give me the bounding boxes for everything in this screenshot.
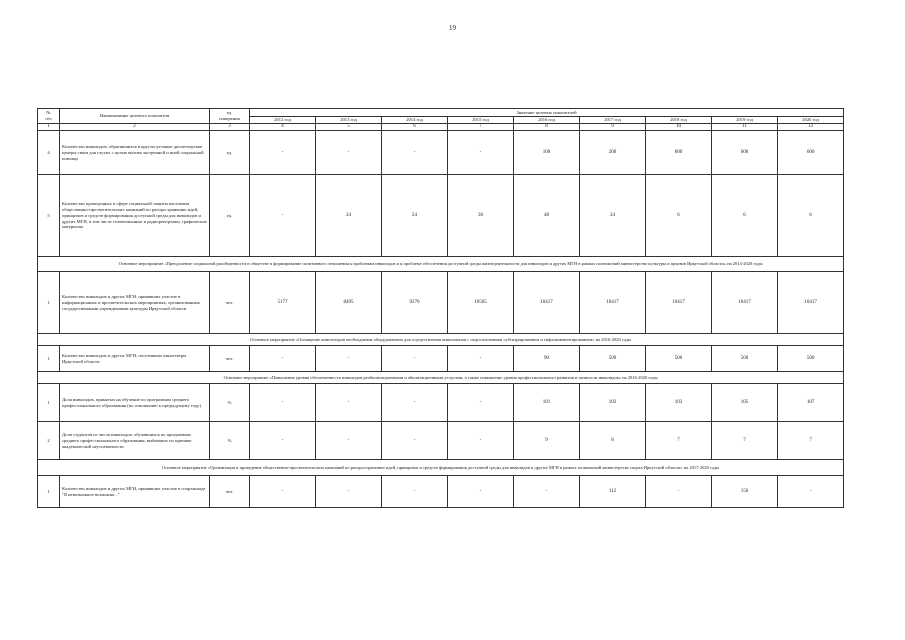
value-cell: - bbox=[250, 175, 316, 257]
value-cell: - bbox=[382, 346, 448, 372]
value-cell: 107 bbox=[778, 384, 844, 422]
indicator-row bbox=[38, 476, 844, 508]
indicator-row bbox=[38, 384, 844, 422]
header-year: 2013 год bbox=[316, 117, 382, 124]
indicator-name: Количество инвалидов и других МГН, посетивших кинотеатры Иркутской области bbox=[60, 346, 210, 372]
indicator-row bbox=[38, 422, 844, 460]
value-cell: 600 bbox=[778, 131, 844, 175]
value-cell: 10417 bbox=[778, 272, 844, 334]
value-cell: 600 bbox=[712, 131, 778, 175]
value-cell: 102 bbox=[580, 384, 646, 422]
header-year: 2017 год bbox=[580, 117, 646, 124]
value-cell: - bbox=[448, 422, 514, 460]
column-number: 1 bbox=[38, 124, 60, 131]
value-cell: 24 bbox=[316, 175, 382, 257]
indicator-name: Количество инвалидов, обратившихся в круглосуточные диспетчерские центры связи для глухих с целью вызова экстренной и иной социальной помощи bbox=[60, 131, 210, 175]
indicator-name: Количество проведенных в сфере социальной защиты населения общественно-просветительских кампаний по распространению идей, принципов и средств формирования доступной среды для инвалидов и других МГН, в том числе телевизионные и радиорепортажи, графические материалы bbox=[60, 175, 210, 257]
value-cell: 10417 bbox=[646, 272, 712, 334]
unit: ед. bbox=[210, 175, 250, 257]
value-cell: 100 bbox=[514, 131, 580, 175]
column-number: 7 bbox=[448, 124, 514, 131]
value-cell: 5177 bbox=[250, 272, 316, 334]
indicator-row bbox=[38, 175, 844, 257]
unit: чел. bbox=[210, 476, 250, 508]
value-cell: 36 bbox=[448, 175, 514, 257]
indicator-name: Доля студентов из числа инвалидов, обучавшихся по программам среднего профессионального образования, выбывших по причине академической неуспеваемости bbox=[60, 422, 210, 460]
column-numbers-row bbox=[38, 124, 844, 131]
value-cell: - bbox=[250, 346, 316, 372]
indicator-name: Количество инвалидов и других МГН, принявших участие в спартакиаде "Я невозможное возможно..." bbox=[60, 476, 210, 508]
unit: % bbox=[210, 384, 250, 422]
indicator-row bbox=[38, 272, 844, 334]
unit: чел. bbox=[210, 272, 250, 334]
value-cell: 7 bbox=[778, 422, 844, 460]
header-year: 2014 год bbox=[382, 117, 448, 124]
column-number: 3 bbox=[210, 124, 250, 131]
value-cell: 24 bbox=[382, 175, 448, 257]
value-cell: - bbox=[448, 384, 514, 422]
value-cell: - bbox=[778, 476, 844, 508]
row-number: 1 bbox=[38, 384, 60, 422]
column-number: 9 bbox=[580, 124, 646, 131]
value-cell: 6 bbox=[646, 175, 712, 257]
column-number: 11 bbox=[712, 124, 778, 131]
value-cell: 10417 bbox=[514, 272, 580, 334]
header-year: 2020 год bbox=[778, 117, 844, 124]
section-row bbox=[38, 334, 844, 346]
value-cell: - bbox=[382, 422, 448, 460]
value-cell: 500 bbox=[778, 346, 844, 372]
column-number: 2 bbox=[60, 124, 210, 131]
value-cell: 48 bbox=[514, 175, 580, 257]
column-number: 10 bbox=[646, 124, 712, 131]
value-cell: 150 bbox=[712, 476, 778, 508]
column-number: 4 bbox=[250, 124, 316, 131]
section-row bbox=[38, 372, 844, 384]
value-cell: 500 bbox=[712, 346, 778, 372]
value-cell: 10505 bbox=[448, 272, 514, 334]
page-number: 19 bbox=[449, 24, 456, 32]
value-cell: - bbox=[316, 131, 382, 175]
section-title: Основное мероприятие «Преодоление социальной разобщенности в обществе и формирование позитивного отношения к проблемам инвалидов и к проблеме обеспечения доступной среды жизнедеятельности для инвалидов и других МГН в рамках полномочий министерства культуры и архивов Иркутской области» на 2014-2020 годы bbox=[38, 257, 844, 272]
section-title: Основное мероприятие «Организация и проведение общественно-просветительских кампаний по распространению идей, принципов и средств формирования доступной среды для инвалидов и других МГН в рамках полномочий министерства спорта Иркутской области» на 2017-2020 годы bbox=[38, 460, 844, 476]
row-number: 1 bbox=[38, 272, 60, 334]
value-cell: 10417 bbox=[712, 272, 778, 334]
value-cell: 105 bbox=[712, 384, 778, 422]
row-number: 1 bbox=[38, 346, 60, 372]
column-number: 12 bbox=[778, 124, 844, 131]
header-num: № п/п bbox=[38, 109, 60, 124]
value-cell: 6 bbox=[712, 175, 778, 257]
value-cell: - bbox=[250, 384, 316, 422]
value-cell: 24 bbox=[580, 175, 646, 257]
row-number: 2 bbox=[38, 422, 60, 460]
value-cell: - bbox=[382, 384, 448, 422]
column-number: 8 bbox=[514, 124, 580, 131]
column-number: 5 bbox=[316, 124, 382, 131]
value-cell: 103 bbox=[646, 384, 712, 422]
indicator-row bbox=[38, 346, 844, 372]
section-title: Основное мероприятие «Оснащение кинотеатров необходимым оборудованием для осуществления кинопоказов с подготовленным субтитрированием и тифлокомментированием» на 2016-2020 годы bbox=[38, 334, 844, 346]
unit: % bbox=[210, 422, 250, 460]
value-cell: 112 bbox=[580, 476, 646, 508]
value-cell: 101 bbox=[514, 384, 580, 422]
header-unit: ед. измерения bbox=[210, 109, 250, 124]
header-values-group: Значение целевых показателей bbox=[250, 109, 844, 117]
value-cell: - bbox=[514, 476, 580, 508]
header-year: 2015 год bbox=[448, 117, 514, 124]
value-cell: - bbox=[382, 131, 448, 175]
value-cell: 500 bbox=[580, 346, 646, 372]
value-cell: 7 bbox=[712, 422, 778, 460]
value-cell: 500 bbox=[646, 346, 712, 372]
row-number: 5 bbox=[38, 175, 60, 257]
indicator-name: Количество инвалидов и других МГН, принявших участие в информационных и просветительских мероприятиях, организованных государственными учреждениями культуры Иркутской области bbox=[60, 272, 210, 334]
value-cell: - bbox=[448, 131, 514, 175]
value-cell: 7 bbox=[646, 422, 712, 460]
value-cell: 90 bbox=[514, 346, 580, 372]
section-title: Основное мероприятие «Повышение уровня обеспеченности инвалидов реабилитационными и абилитационными услугами, а также повышение уровня профессионального развития и занятости инвалидов» на 2016-2020 годы bbox=[38, 372, 844, 384]
value-cell: - bbox=[316, 346, 382, 372]
unit: ед. bbox=[210, 131, 250, 175]
header-year: 2018 год bbox=[646, 117, 712, 124]
value-cell: - bbox=[250, 131, 316, 175]
value-cell: 9270 bbox=[382, 272, 448, 334]
value-cell: 8 bbox=[580, 422, 646, 460]
value-cell: 600 bbox=[646, 131, 712, 175]
column-number: 6 bbox=[382, 124, 448, 131]
row-number: 1 bbox=[38, 476, 60, 508]
header-row-1 bbox=[38, 109, 844, 117]
value-cell: - bbox=[316, 422, 382, 460]
value-cell: - bbox=[382, 476, 448, 508]
value-cell: - bbox=[448, 346, 514, 372]
value-cell: - bbox=[250, 422, 316, 460]
indicator-row bbox=[38, 131, 844, 175]
value-cell: - bbox=[250, 476, 316, 508]
value-cell: - bbox=[646, 476, 712, 508]
section-row bbox=[38, 460, 844, 476]
header-year: 2016 год bbox=[514, 117, 580, 124]
value-cell: 9 bbox=[514, 422, 580, 460]
value-cell: - bbox=[316, 476, 382, 508]
value-cell: 8495 bbox=[316, 272, 382, 334]
indicator-name: Доля инвалидов, принятых на обучение по программам среднего профессионального образования (по отношению к предыдущему году) bbox=[60, 384, 210, 422]
indicators-table bbox=[37, 108, 844, 508]
value-cell: 10417 bbox=[580, 272, 646, 334]
row-number: 4 bbox=[38, 131, 60, 175]
section-row bbox=[38, 257, 844, 272]
header-name: Наименование целевого показателя bbox=[60, 109, 210, 124]
value-cell: 6 bbox=[778, 175, 844, 257]
header-year: 2019 год bbox=[712, 117, 778, 124]
value-cell: 200 bbox=[580, 131, 646, 175]
value-cell: - bbox=[448, 476, 514, 508]
header-year: 2012 год bbox=[250, 117, 316, 124]
value-cell: - bbox=[316, 384, 382, 422]
unit: чел. bbox=[210, 346, 250, 372]
